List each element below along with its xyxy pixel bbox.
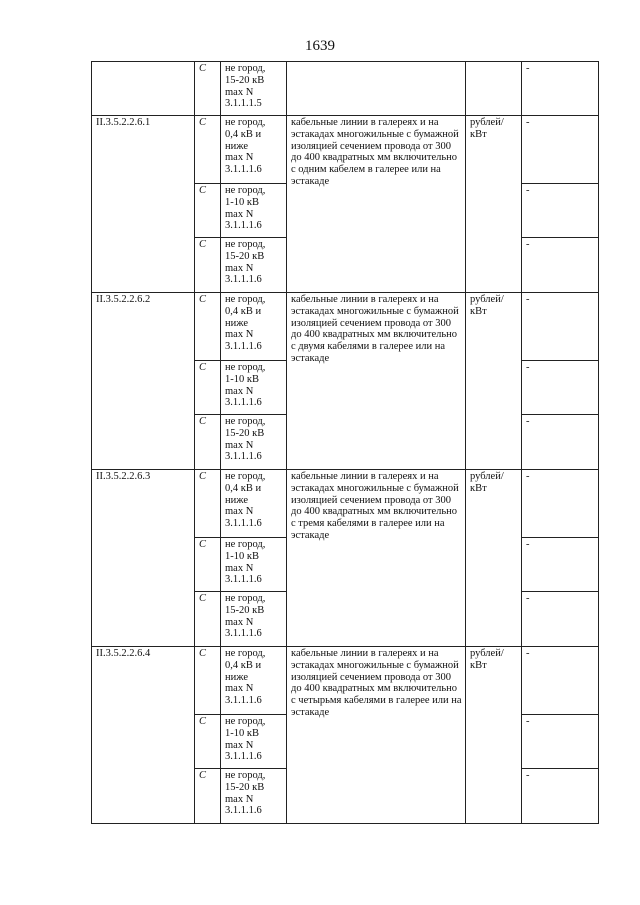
value-cell: - bbox=[522, 361, 599, 415]
category-cell: С bbox=[195, 293, 221, 361]
tariff-table bbox=[91, 61, 599, 824]
category-cell: С bbox=[195, 116, 221, 184]
condition-cell: не город, 15-20 кВ max N 3.1.1.1.6 bbox=[221, 769, 287, 824]
code-cell: II.3.5.2.2.6.1 bbox=[92, 116, 195, 293]
code-cell: II.3.5.2.2.6.2 bbox=[92, 293, 195, 470]
category-cell: С bbox=[195, 538, 221, 592]
condition-cell: не город, 1-10 кВ max N 3.1.1.1.6 bbox=[221, 361, 287, 415]
value-cell: - bbox=[522, 184, 599, 238]
description-cell: кабельные линии в галереях и на эстакадах многожильные с бумажной изоляцией сечением провода от 300 до 400 квадратных мм включительно с тремя кабелями в галерее или на эстакаде bbox=[287, 470, 466, 647]
condition-cell: не город, 0,4 кВ и ниже max N 3.1.1.1.6 bbox=[221, 470, 287, 538]
condition-cell: не город, 0,4 кВ и ниже max N 3.1.1.1.6 bbox=[221, 647, 287, 715]
value-cell: - bbox=[522, 238, 599, 293]
tariff-table-body bbox=[92, 62, 599, 824]
category-cell: С bbox=[195, 769, 221, 824]
unit-cell bbox=[466, 62, 522, 116]
value-cell: - bbox=[522, 592, 599, 647]
condition-cell: не город, 1-10 кВ max N 3.1.1.1.6 bbox=[221, 715, 287, 769]
code-cell: II.3.5.2.2.6.4 bbox=[92, 647, 195, 824]
value-cell: - bbox=[522, 470, 599, 538]
category-cell: С bbox=[195, 238, 221, 293]
page-number: 1639 bbox=[305, 38, 335, 54]
category-cell: С bbox=[195, 470, 221, 538]
table-row bbox=[92, 62, 599, 116]
condition-cell: не город, 15-20 кВ max N 3.1.1.1.6 bbox=[221, 238, 287, 293]
description-cell bbox=[287, 62, 466, 116]
value-cell: - bbox=[522, 769, 599, 824]
unit-cell: рублей/ кВт bbox=[466, 647, 522, 824]
table-row bbox=[92, 116, 599, 184]
category-cell: С bbox=[195, 592, 221, 647]
value-cell: - bbox=[522, 293, 599, 361]
value-cell: - bbox=[522, 62, 599, 116]
unit-cell: рублей/ кВт bbox=[466, 116, 522, 293]
description-cell: кабельные линии в галереях и на эстакадах многожильные с бумажной изоляцией сечением провода от 300 до 400 квадратных мм включительно с четырьмя кабелями в галерее или на эстакаде bbox=[287, 647, 466, 824]
value-cell: - bbox=[522, 415, 599, 470]
condition-cell: не город, 0,4 кВ и ниже max N 3.1.1.1.6 bbox=[221, 293, 287, 361]
value-cell: - bbox=[522, 647, 599, 715]
value-cell: - bbox=[522, 538, 599, 592]
category-cell: С bbox=[195, 715, 221, 769]
category-cell: С bbox=[195, 361, 221, 415]
value-cell: - bbox=[522, 715, 599, 769]
category-cell: С bbox=[195, 415, 221, 470]
category-cell: С bbox=[195, 184, 221, 238]
description-cell: кабельные линии в галереях и на эстакадах многожильные с бумажной изоляцией сечением провода от 300 до 400 квадратных мм включительно с одним кабелем в галерее или на эстакаде bbox=[287, 116, 466, 293]
condition-cell: не город, 15-20 кВ max N 3.1.1.1.5 bbox=[221, 62, 287, 116]
unit-cell: рублей/ кВт bbox=[466, 293, 522, 470]
code-cell: II.3.5.2.2.6.3 bbox=[92, 470, 195, 647]
table-row bbox=[92, 470, 599, 538]
table-row bbox=[92, 293, 599, 361]
condition-cell: не город, 15-20 кВ max N 3.1.1.1.6 bbox=[221, 592, 287, 647]
condition-cell: не город, 1-10 кВ max N 3.1.1.1.6 bbox=[221, 184, 287, 238]
condition-cell: не город, 1-10 кВ max N 3.1.1.1.6 bbox=[221, 538, 287, 592]
table-row bbox=[92, 647, 599, 715]
category-cell: С bbox=[195, 62, 221, 116]
value-cell: - bbox=[522, 116, 599, 184]
condition-cell: не город, 0,4 кВ и ниже max N 3.1.1.1.6 bbox=[221, 116, 287, 184]
condition-cell: не город, 15-20 кВ max N 3.1.1.1.6 bbox=[221, 415, 287, 470]
unit-cell: рублей/ кВт bbox=[466, 470, 522, 647]
description-cell: кабельные линии в галереях и на эстакадах многожильные с бумажной изоляцией сечением провода от 300 до 400 квадратных мм включительно с двумя кабелями в галерее или на эстакаде bbox=[287, 293, 466, 470]
category-cell: С bbox=[195, 647, 221, 715]
code-cell bbox=[92, 62, 195, 116]
